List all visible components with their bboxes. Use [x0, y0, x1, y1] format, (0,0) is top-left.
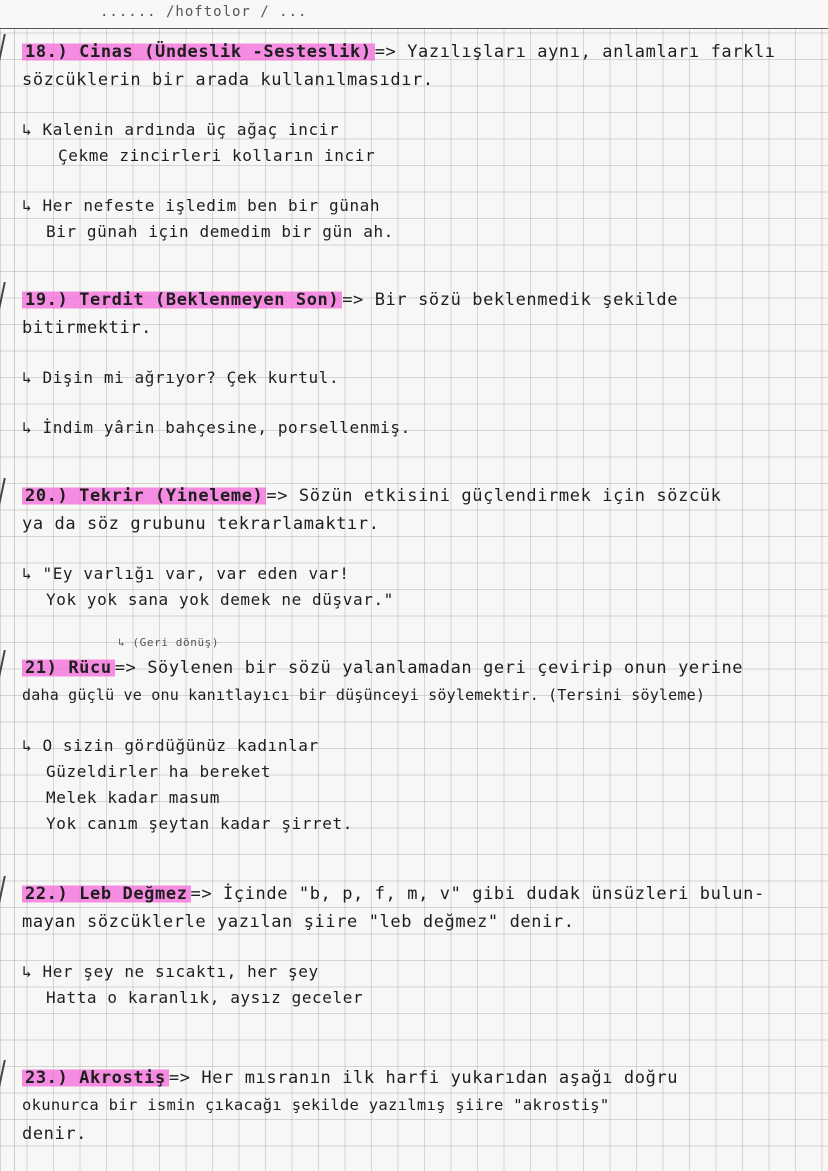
item-title: 19.) Terdit (Beklenmeyen Son): [22, 290, 342, 310]
item-definition: => Söylenen bir sözü yalanlamadan geri çevirip onun yerine: [114, 658, 744, 678]
item-heading: [22, 290, 678, 310]
item-marker: [0, 34, 20, 70]
example-line: ↳ İndim yârin bahçesine, porsellenmiş.: [22, 418, 411, 437]
example-line: Yok canım şeytan kadar şirret.: [46, 814, 353, 833]
item-title: 20.) Tekrir (Yineleme): [22, 486, 266, 506]
item-definition: => Sözün etkisini güçlendirmek için sözcük: [266, 486, 722, 506]
item-definition: okunurca bir ismin çıkacağı şekilde yazılmış şiire "akrostiş": [22, 1096, 610, 1114]
example-line: ↳ Kalenin ardında üç ağaç incir: [22, 120, 340, 139]
item-heading: [22, 1068, 678, 1088]
example-line: Bir günah için demedim bir gün ah.: [46, 222, 394, 241]
header-text: ...... /hoftolor / ...: [100, 4, 308, 20]
example-line: Melek kadar masum: [46, 788, 220, 807]
item-definition: daha güçlü ve onu kanıtlayıcı bir düşünceyi söylemektir. (Tersini söyleme): [22, 686, 706, 704]
example-line: Hatta o karanlık, aysız geceler: [46, 988, 364, 1007]
example-line: Güzeldirler ha bereket: [46, 762, 272, 781]
page-header: [0, 0, 828, 29]
item-definition: => Her mısranın ilk harfi yukarıdan aşağı doğru: [168, 1068, 679, 1088]
item-heading: [22, 658, 743, 678]
example-line: Çekme zincirleri kolların incir: [58, 146, 376, 165]
example-line: ↳ Her nefeste işledim ben bir günah: [22, 196, 381, 215]
item-title: 23.) Akrostiş: [22, 1068, 169, 1088]
item-definition: denir.: [22, 1124, 88, 1144]
item-definition: mayan sözcüklerle yazılan şiire "leb değmez" denir.: [22, 912, 575, 932]
item-definition: sözcüklerin bir arada kullanılmasıdır.: [22, 70, 434, 90]
item-marker: [0, 282, 20, 318]
item-marker: [0, 1060, 20, 1096]
item-heading: [22, 42, 776, 62]
item-definition: => Bir sözü beklenmedik şekilde: [342, 290, 679, 310]
item-marker: [0, 650, 20, 686]
example-line: ↳ Dişin mi ağrıyor? Çek kurtul.: [22, 368, 340, 387]
item-title: 18.) Cinas (Ündeslik -Sesteslik): [22, 42, 375, 62]
item-definition: bitirmektir.: [22, 318, 153, 338]
item-title: 21) Rücu: [22, 658, 115, 678]
example-line: ↳ Her şey ne sıcaktı, her şey: [22, 962, 319, 981]
example-line: ↳ "Ey varlığı var, var eden var!: [22, 564, 350, 583]
item-definition: => İçinde "b, p, f, m, v" gibi dudak ünsüzleri bulun-: [190, 884, 765, 904]
item-definition: => Yazılışları aynı, anlamları farklı: [374, 42, 776, 62]
item-marker: [0, 478, 20, 514]
item-marker: [0, 876, 20, 912]
example-line: Yok yok sana yok demek ne düşvar.": [46, 590, 394, 609]
item-heading: [22, 884, 765, 904]
item-title: 22.) Leb Değmez: [22, 884, 191, 904]
item-heading: [22, 486, 721, 506]
item-note: ↳ (Geri dönüş): [118, 636, 220, 649]
margin-line: [14, 28, 15, 1171]
example-line: ↳ O sizin gördüğünüz kadınlar: [22, 736, 319, 755]
item-definition: ya da söz grubunu tekrarlamaktır.: [22, 514, 380, 534]
